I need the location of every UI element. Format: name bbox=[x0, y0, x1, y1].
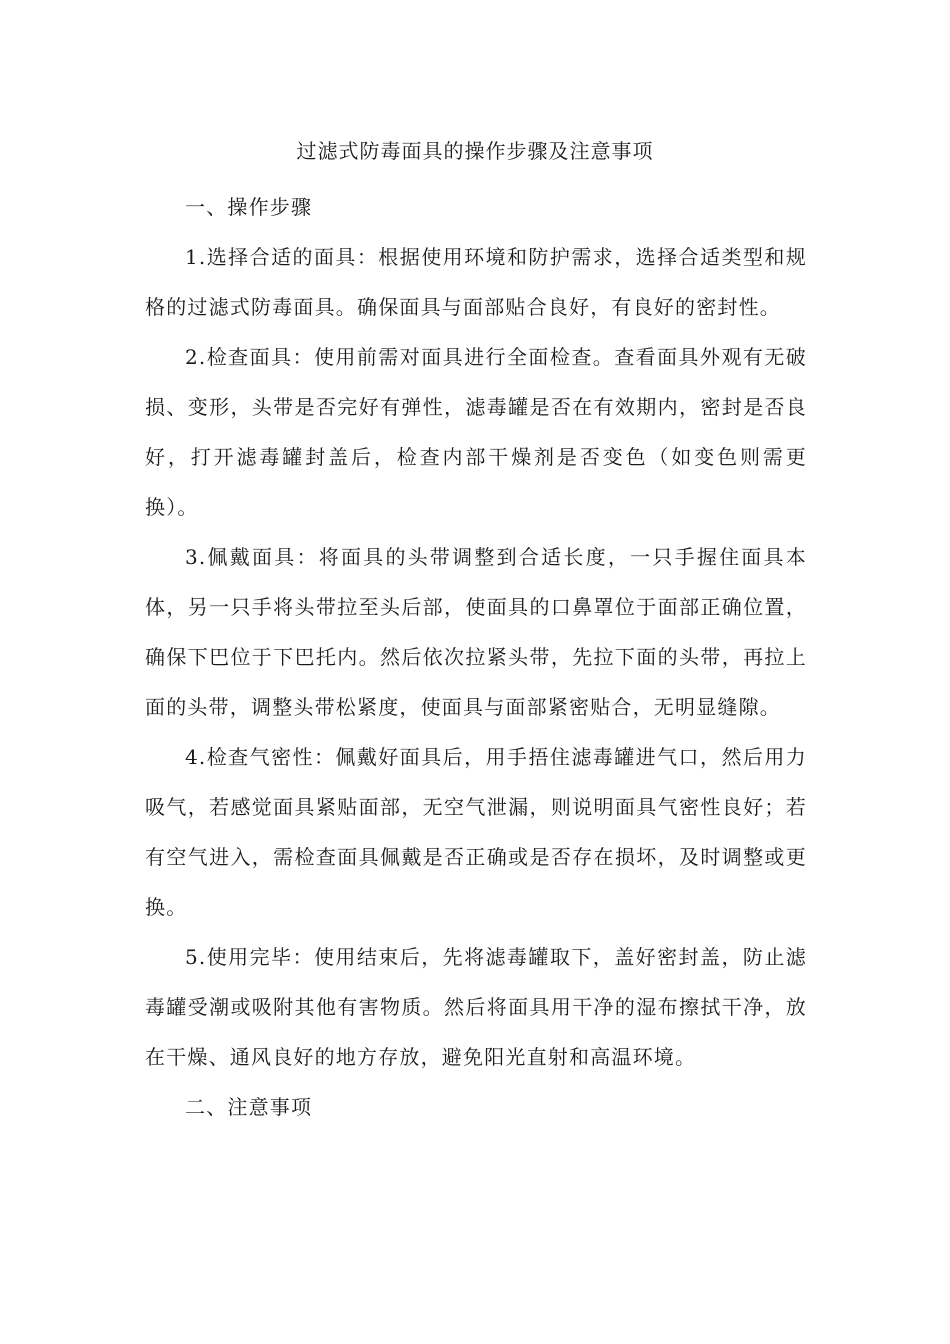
step-4-paragraph: 4.检查气密性：佩戴好面具后，用手捂住滤毒罐进气口，然后用力吸气，若感觉面具紧贴面部，无空气泄漏，则说明面具气密性良好；若有空气进入，需检查面具佩戴是否正确或是否存在损坏，及时调整或更换。 bbox=[145, 745, 807, 919]
section-heading-operation-steps: 一、操作步骤 bbox=[185, 195, 313, 219]
section-heading-precautions: 二、注意事项 bbox=[185, 1095, 313, 1119]
step-3-paragraph: 3.佩戴面具：将面具的头带调整到合适长度，一只手握住面具本体，另一只手将头带拉至头后部，使面具的口鼻罩位于面部正确位置，确保下巴位于下巴托内。然后依次拉紧头带，先拉下面的头带，再拉上面的头带，调整头带松紧度，使面具与面部紧密贴合，无明显缝隙。 bbox=[145, 545, 807, 719]
page-title: 过滤式防毒面具的操作步骤及注意事项 bbox=[296, 139, 654, 163]
step-5-paragraph: 5.使用完毕：使用结束后，先将滤毒罐取下，盖好密封盖，防止滤毒罐受潮或吸附其他有害物质。然后将面具用干净的湿布擦拭干净，放在干燥、通风良好的地方存放，避免阳光直射和高温环境。 bbox=[145, 945, 807, 1069]
step-1-paragraph: 1.选择合适的面具：根据使用环境和防护需求，选择合适类型和规格的过滤式防毒面具。确保面具与面部贴合良好，有良好的密封性。 bbox=[145, 245, 807, 319]
document-body bbox=[145, 182, 807, 1132]
step-2-paragraph: 2.检查面具：使用前需对面具进行全面检查。查看面具外观有无破损、变形，头带是否完好有弹性，滤毒罐是否在有效期内，密封是否良好，打开滤毒罐封盖后，检查内部干燥剂是否变色（如变色则需更换）。 bbox=[145, 345, 807, 519]
